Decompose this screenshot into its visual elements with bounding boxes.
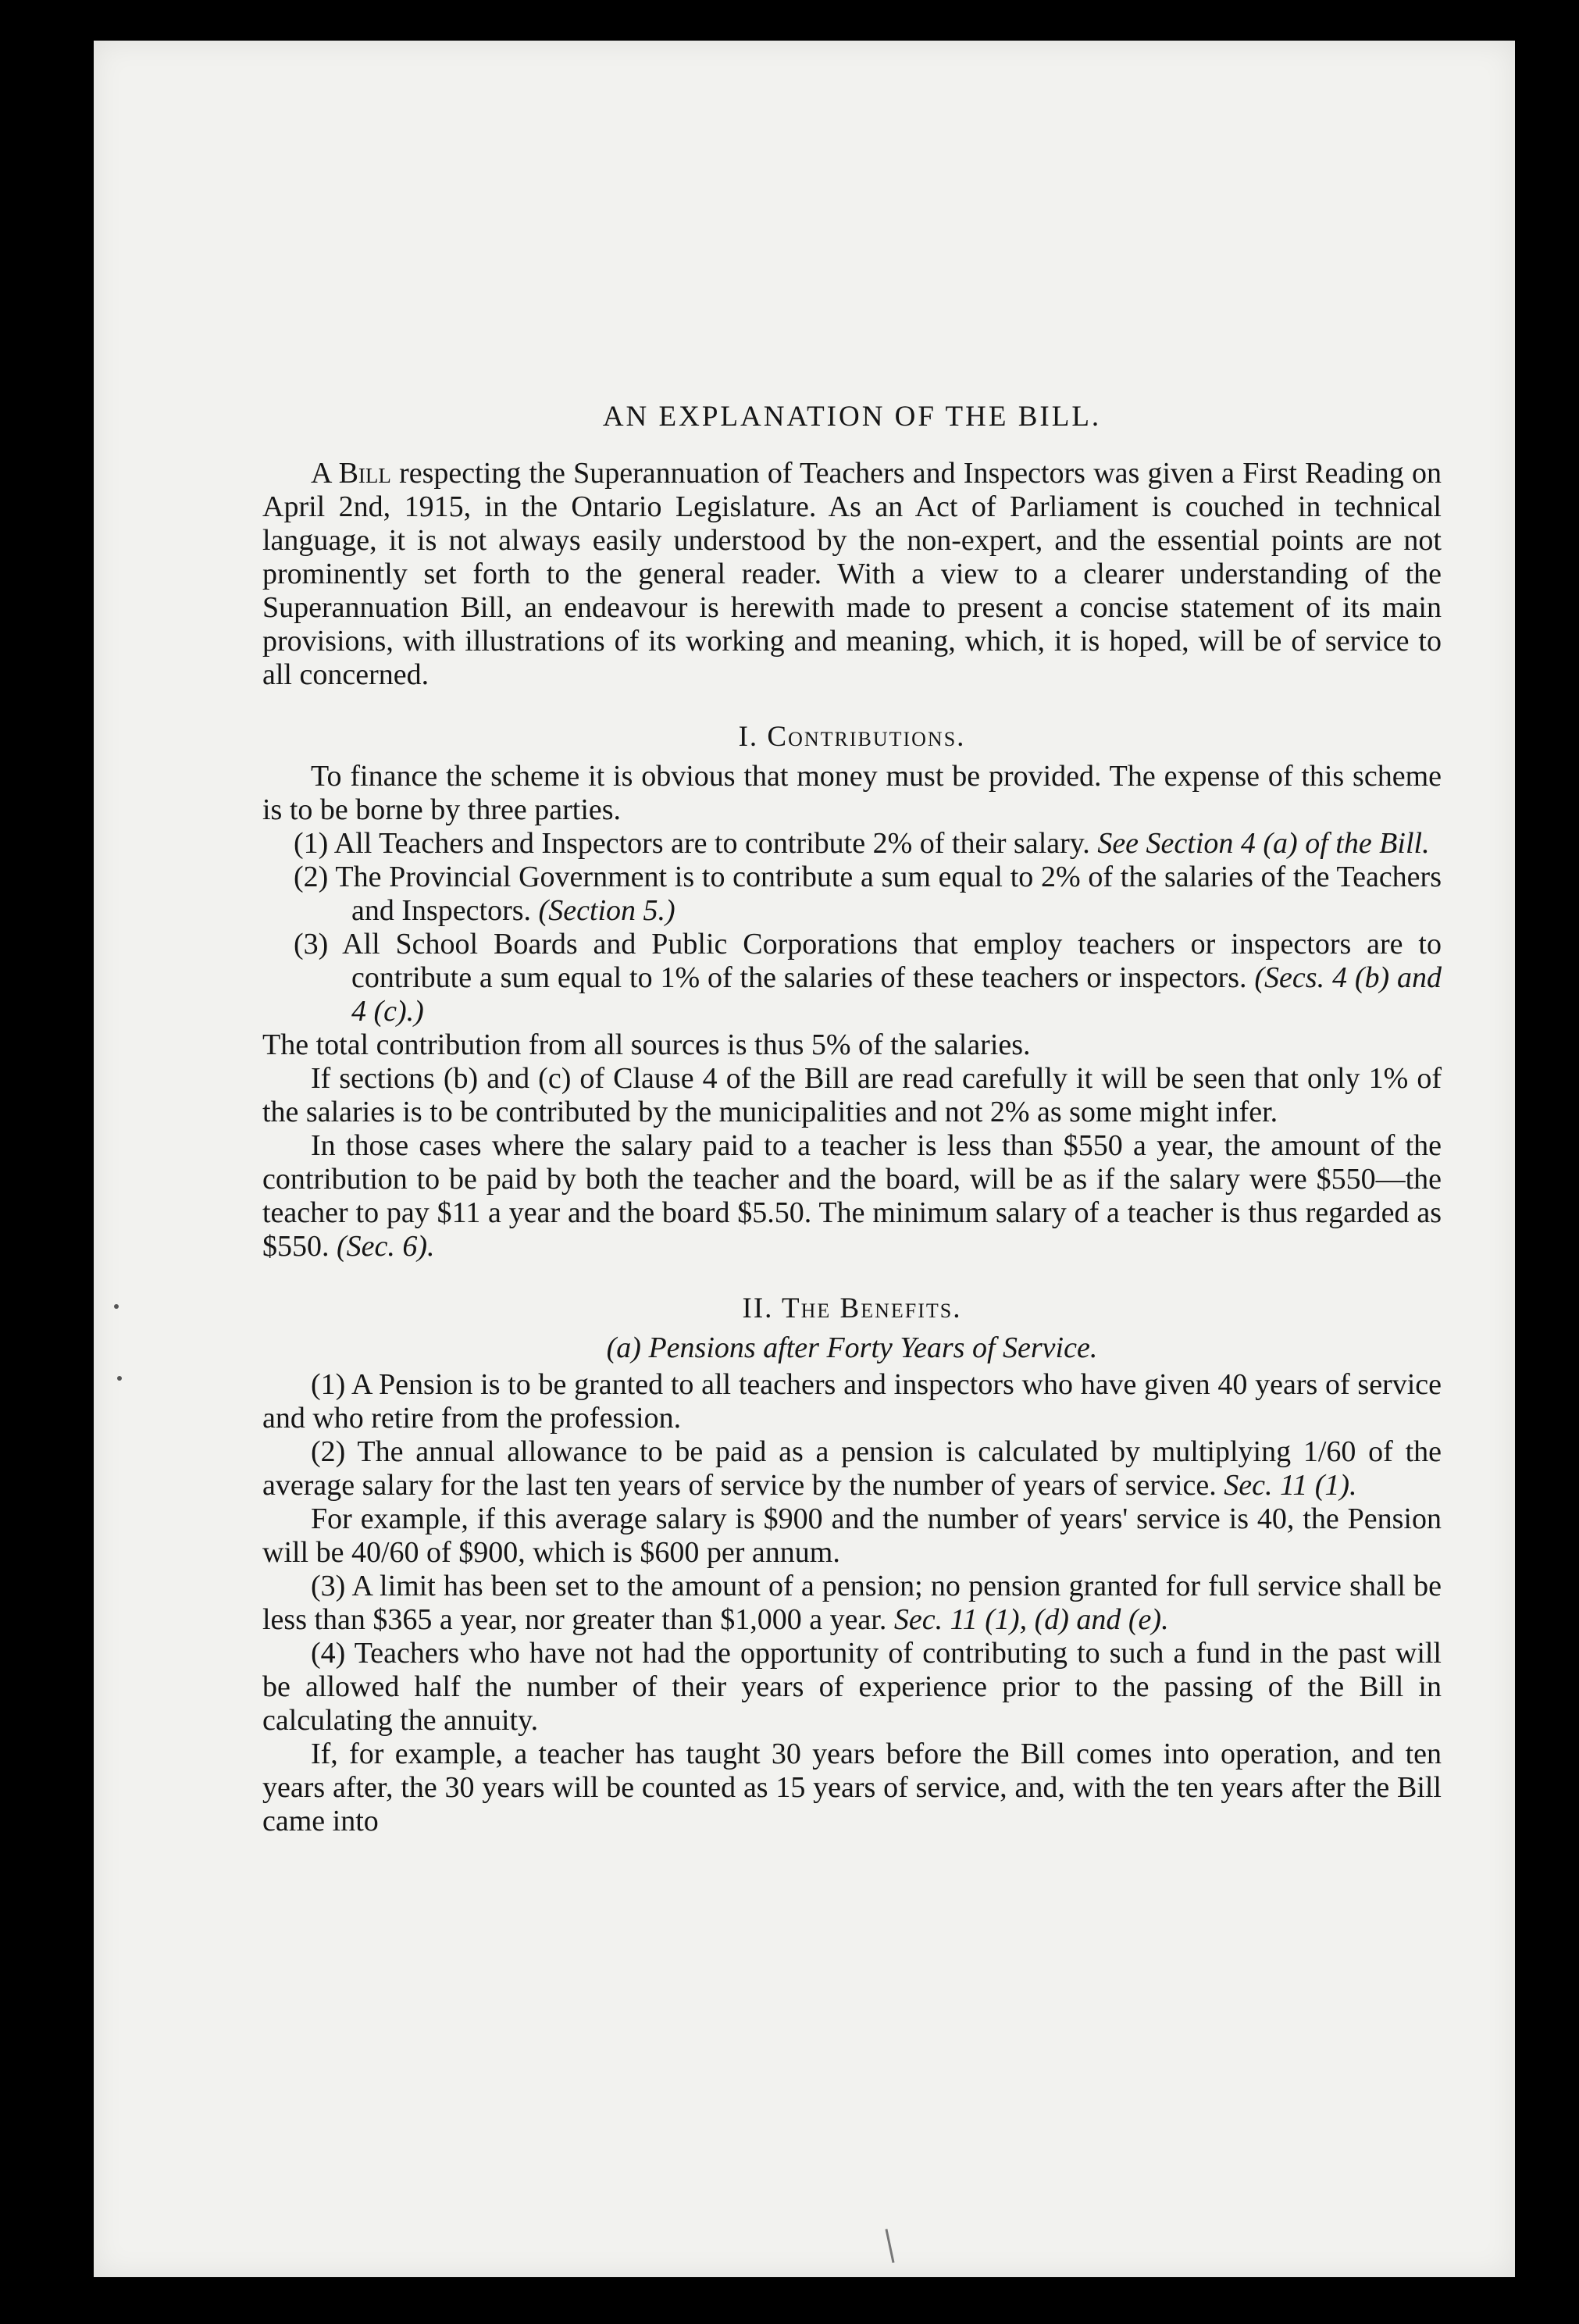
benefits-paragraph-5: (4) Teachers who have not had the opportunity of contributing to such a fund in the past will be allowed half the number of their years of experience prior to the passing of the Bill in calculating the annuity. [262, 1637, 1442, 1737]
intro-paragraph [262, 457, 1442, 692]
contribution-item-2-text: (2) The Provincial Government is to contribute a sum equal to 2% of the salaries of the Teachers and Inspectors. [294, 861, 1442, 927]
contributions-paragraph-3 [262, 1129, 1442, 1264]
contributions-paragraph-1: To finance the scheme it is obvious that money must be provided. The expense of this scheme is to be borne by three parties. [262, 760, 1442, 826]
contribution-item-2-ref: (Section 5.) [538, 894, 675, 927]
document-title: AN EXPLANATION OF THE BILL. [602, 401, 1102, 433]
contributions-paragraph-3-ref: (Sec. 6). [337, 1230, 435, 1263]
contributions-heading: I. Contributions. [738, 721, 966, 753]
benefits-heading: II. The Benefits. [742, 1292, 962, 1324]
contributions-paragraph-3-text: In those cases where the salary paid to a teacher is less than $550 a year, the amount of the contribution to be paid by both the teacher and the board, will be as if the salary were $550—the teacher to pay $11 a year and the board $5.50. The minimum salary of a teacher is thus regarded as $550. [262, 1129, 1442, 1263]
intro-lead: A Bill [311, 457, 391, 490]
document-body [262, 400, 1442, 1838]
contributions-total: The total contribution from all sources is thus 5% of the salaries. [262, 1028, 1031, 1061]
contribution-item-3-text: (3) All School Boards and Public Corporations that employ teachers or inspectors are to contribute a sum equal to 1% of the salaries of these teachers or inspectors. [294, 928, 1442, 994]
scan-speck [117, 1376, 122, 1381]
contribution-item-3 [262, 928, 1442, 1028]
benefits-paragraph-4-text: (3) A limit has been set to the amount of a pension; no pension granted for full service shall be less than $365 a year, nor greater than $1,000 a year. [262, 1570, 1442, 1636]
benefits-paragraph-4-ref: Sec. 11 (1), (d) and (e). [893, 1603, 1169, 1636]
benefits-paragraph-1: (1) A Pension is to be granted to all teachers and inspectors who have given 40 years of service and who retire from the profession. [262, 1368, 1442, 1435]
contribution-item-3-ref: (Secs. 4 (b) and 4 (c).) [351, 961, 1442, 1028]
contribution-item-2 [262, 861, 1442, 928]
scan-speck [114, 1304, 119, 1309]
benefits-paragraph-2 [262, 1435, 1442, 1502]
benefits-paragraph-2-text: (2) The annual allowance to be paid as a pension is calculated by multiplying 1/60 of the average salary for the last ten years of service by the number of years of service. [262, 1435, 1442, 1502]
benefits-paragraph-6: If, for example, a teacher has taught 30 years before the Bill comes into operation, and ten years after, the 30 years will be counted as 15 years of service, and, with the ten years after the Bill came into [262, 1738, 1442, 1837]
benefits-paragraph-2-ref: Sec. 11 (1). [1224, 1469, 1357, 1502]
contribution-item-1 [262, 827, 1442, 861]
contribution-item-1-text: (1) All Teachers and Inspectors are to contribute 2% of their salary. [294, 827, 1090, 860]
benefits-paragraph-4 [262, 1570, 1442, 1637]
intro-text: respecting the Superannuation of Teachers and Inspectors was given a First Reading on April 2nd, 1915, in the Ontario Legislature. As an Act of Parliament is couched in technical language, it is not always easily understood by the non-expert, and the essential points are not prominently set forth to the general reader. With a view to a clearer understanding of the Superannuation Bill, an endeavour is herewith made to present a concise statement of its main provisions, with illustrations of its working and meaning, which, it is hoped, will be of service to all concerned. [262, 457, 1442, 691]
scan-scratch-mark [885, 2229, 894, 2263]
benefits-paragraph-3: For example, if this average salary is $900 and the number of years' service is 40, the Pension will be 40/60 of $900, which is $600 per annum. [262, 1502, 1442, 1569]
contribution-item-1-ref: See Section 4 (a) of the Bill. [1097, 827, 1430, 860]
contributions-paragraph-2: If sections (b) and (c) of Clause 4 of the Bill are read carefully it will be seen that only 1% of the salaries is to be contributed by the municipalities and not 2% as some might infer. [262, 1062, 1442, 1128]
benefits-subheading: (a) Pensions after Forty Years of Service. [606, 1331, 1098, 1364]
scanned-page [94, 41, 1515, 2277]
